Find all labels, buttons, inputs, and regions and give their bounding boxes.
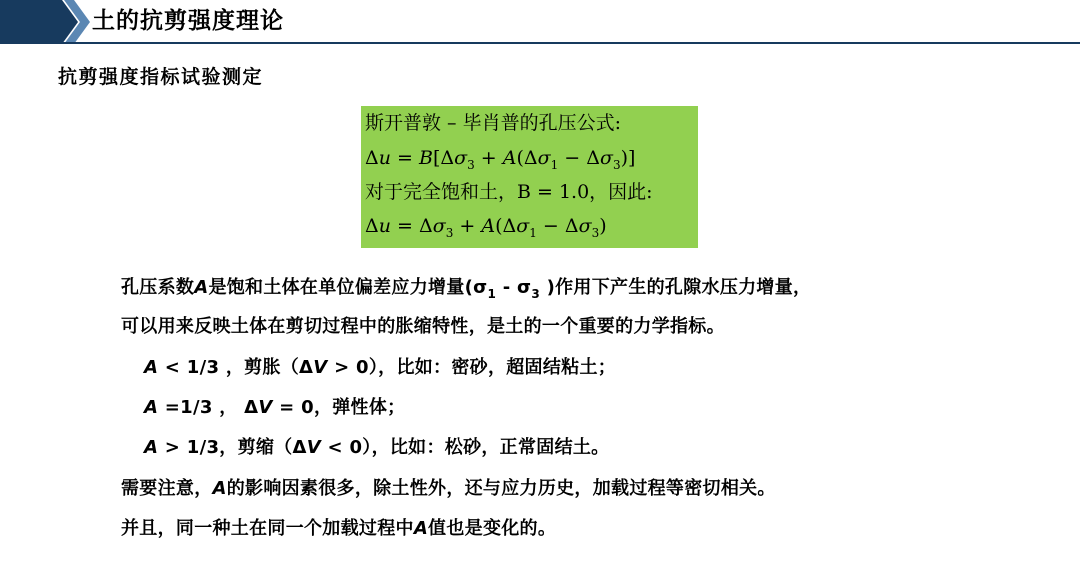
body-text: )作用下产生的孔隙水压力增量， <box>540 277 812 298</box>
formula-subscript: 3 <box>591 226 600 240</box>
body-text: < 1/3 ，剪胀（Δ <box>158 357 314 378</box>
body-text: > 1/3，剪缩（Δ <box>158 437 307 458</box>
body-text: =1/3 ， Δ <box>158 397 259 418</box>
var-v: V <box>306 437 321 458</box>
formula-var-sigma: σ <box>516 215 530 237</box>
formula-var-sigma: σ <box>578 215 592 237</box>
formula-text: [Δ <box>432 147 455 169</box>
formula-condition: 对于完全饱和土，B = 1.0，因此: <box>365 181 653 203</box>
formula-var-sigma: σ <box>537 147 551 169</box>
body-text: 的影响因素很多，除土性外，还与应力历史，加载过程等密切相关。 <box>226 478 776 499</box>
body-text: - σ <box>496 277 532 298</box>
body-text: 是饱和土体在单位偏差应力增量(σ <box>208 277 488 298</box>
var-a: A <box>144 437 159 458</box>
formula-subscript: 1 <box>550 158 559 172</box>
formula-var-b: B <box>418 147 433 169</box>
header-divider <box>60 42 1080 44</box>
section-subtitle: 抗剪强度指标试验测定 <box>58 66 264 88</box>
formula-heading: 斯开普敦 – 毕肖普的孔压公式: <box>365 112 621 134</box>
formula-box <box>361 106 698 248</box>
body-text: = 0，弹性体； <box>272 397 406 418</box>
body-text: 值也是变化的。 <box>428 518 557 539</box>
var-a: A <box>194 277 209 298</box>
body-text: 需要注意， <box>121 478 213 499</box>
slide-title: 土的抗剪强度理论 <box>92 8 284 34</box>
var-a: A <box>212 478 227 499</box>
formula-var-u: u <box>378 147 391 169</box>
case-dilation <box>144 355 616 381</box>
formula-var-a: A <box>502 147 517 169</box>
formula-saturated <box>365 214 607 245</box>
formula-subscript: 1 <box>529 226 537 240</box>
formula-text: = Δ <box>390 215 433 237</box>
paragraph-purpose: 可以用来反映土体在剪切过程中的胀缩特性，是土的一个重要的力学指标。 <box>121 316 725 337</box>
var-v: V <box>258 397 273 418</box>
paragraph-note <box>121 476 776 502</box>
formula-text: − Δ <box>558 147 600 169</box>
formula-text: − Δ <box>536 215 579 237</box>
slide-header <box>0 0 1080 46</box>
case-elastic <box>144 395 405 421</box>
paragraph-conclusion <box>121 516 556 542</box>
formula-subscript: 3 <box>467 158 475 172</box>
subscript: 1 <box>487 287 497 301</box>
formula-text: (Δ <box>516 147 538 169</box>
body-text: > 0），比如：密砂，超固结粘土； <box>327 357 617 378</box>
var-a: A <box>144 357 159 378</box>
formula-subscript: 3 <box>445 226 454 240</box>
body-text: 并且，同一种土在同一个加载过程中 <box>121 518 414 539</box>
paragraph-definition <box>121 275 811 307</box>
formula-text: (Δ <box>495 215 517 237</box>
formula-var-sigma: σ <box>454 147 468 169</box>
formula-text: Δ <box>365 215 379 237</box>
formula-text: + <box>453 215 482 237</box>
header-banner-shape <box>0 0 90 46</box>
body-text: < 0），比如：松砂，正常固结土。 <box>320 437 610 458</box>
formula-text: = <box>390 147 419 169</box>
formula-subscript: 3 <box>612 158 621 172</box>
formula-var-sigma: σ <box>599 147 613 169</box>
formula-var-u: u <box>378 215 391 237</box>
formula-var-sigma: σ <box>432 215 446 237</box>
formula-text: )] <box>620 147 636 169</box>
formula-text: Δ <box>365 147 379 169</box>
formula-text: + <box>474 147 503 169</box>
subscript: 3 <box>531 287 541 301</box>
var-a: A <box>144 397 159 418</box>
formula-var-a: A <box>481 215 496 237</box>
formula-text: ) <box>599 215 607 237</box>
formula-general <box>365 146 635 177</box>
var-v: V <box>313 357 328 378</box>
case-contraction <box>144 435 609 461</box>
var-a: A <box>413 518 429 539</box>
body-text: 孔压系数 <box>121 277 195 298</box>
